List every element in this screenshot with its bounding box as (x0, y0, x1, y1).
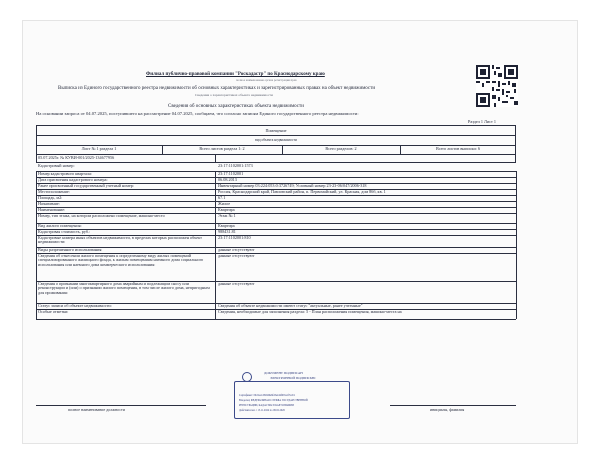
stamp-heading: ДОКУМЕНТ ПОДПИСАН (264, 371, 303, 375)
row-label: Вид жилого помещения: (38, 223, 82, 228)
cadastral-number-label: Кадастровый номер: (38, 164, 75, 168)
sheet-number: Лист № 1 раздела 1 (81, 147, 117, 151)
row-value: Россия, Краснодарский край, Павловский район, п. Первомайский, ул. Красная, дом 86б, кв. 1 (218, 189, 386, 194)
row-value: 988431.81 (218, 229, 236, 234)
row-label: Особые отметки: (38, 309, 69, 314)
row-label: Сведения об отнесении жилого помещения к определенному виду жилых помещений специализированного жилищного фонда, к жилым помещениям наемного дома социального использования или наемного дома коммерческого использования: (38, 253, 204, 268)
column-divider (516, 171, 517, 319)
extract-date-number: 05.07.2025г. № КУВИ-001/2025-134677956 (38, 156, 115, 160)
column-divider (215, 171, 216, 319)
row-value: данные отсутствуют (218, 247, 255, 252)
column-divider (36, 171, 37, 319)
stamp-certificate: Сертификат: 00c0ae1d3b9d6a6fd3e2d4f6b5e1f3a3c1 (239, 394, 296, 397)
row-value: Квартира (218, 223, 235, 228)
row-value: 23:17:1102001:810 (218, 235, 251, 240)
name-line (390, 405, 516, 406)
name-caption: инициалы, фамилия (430, 407, 465, 412)
extract-title: Выписка из Единого государственного реестра недвижимости об основных характеристиках и зарегистрированных правах на объект недвижимости (58, 86, 376, 91)
sheets-total: Всего листов выписки: 6 (435, 147, 481, 151)
row-value: Инвентарный номер 03:224:053:0:3726749; Условный номер 23-23-06/047/2006-318 (218, 183, 367, 188)
object-kind: Помещение (265, 129, 287, 133)
position-line (36, 405, 206, 406)
stamp-subheading: ЭЛЕКТРОННОЙ ПОДПИСЬЮ (270, 376, 316, 380)
row-value: Сведения об объекте недвижимости имеют статус "актуальные, ранее учтенные" (218, 303, 363, 308)
cadastral-number-value: 23:17:1102001:1573 (218, 164, 253, 168)
row-value: 06.08.2013 (218, 177, 237, 182)
section-title: Сведения об основных характеристиках объекта недвижимости (168, 104, 304, 109)
row-value: 23:17:1102001 (218, 171, 244, 176)
row-label: Номер кадастрового квартала: (38, 171, 92, 176)
stamp-validity: Действителен: с 15.11.2024 по 08.02.2026 (239, 409, 285, 412)
stamp-owner: Владелец: ФЕДЕРАЛЬНАЯ СЛУЖБА ГОСУДАРСТВЕННОЙ (239, 399, 308, 402)
row-label: Площадь, м2: (38, 195, 63, 200)
row-label: Виды разрешенного использования: (38, 247, 103, 252)
row-value: Этаж № 1 (218, 213, 236, 218)
org-title: Филиал публично-правовой компании "Роскадастр" по Краснодарскому краю (146, 72, 325, 77)
row-label: Ранее присвоенный государственный учетный номер: (38, 183, 135, 188)
row-label: Кадастровая стоимость, руб.: (38, 229, 91, 234)
row-label: Наименование: (38, 207, 66, 212)
row-label: Дата присвоения кадастрового номера: (38, 177, 108, 182)
row-value: Квартира (218, 207, 235, 212)
sections-total: Всего разделов: 2 (325, 147, 357, 151)
row-value: Сведения, необходимые для заполнения раздела: 5 - План расположения помещения, машино-места на (218, 309, 402, 314)
position-caption: полное наименование должности (68, 407, 125, 412)
row-label: Назначение: (38, 201, 60, 206)
object-kind-caption: вид объекта недвижимости (255, 138, 297, 142)
row-value: 67.1 (218, 195, 226, 200)
row-value: Жилое (218, 201, 231, 206)
qr-code (476, 65, 518, 107)
sheets-in-section: Всего листов раздела 1: 2 (199, 147, 245, 151)
row-label: Номер, тип этажа, на котором расположено помещение, машино-место (38, 213, 165, 218)
row-divider (36, 319, 516, 320)
row-label: Статус записи об объекте недвижимости: (38, 303, 112, 308)
row-value: данные отсутствуют (218, 253, 255, 258)
request-line: На основании запроса от 04.07.2025, поступившего на рассмотрение 04.07.2025, сообщаем, что согласно записям Единого государственного реестра недвижимости: (36, 111, 359, 116)
org-subtitle: полное наименование органа регистрации прав (236, 78, 297, 82)
extract-subtitle: Сведения о характеристиках объекта недвижимости (195, 93, 273, 97)
row-label: Местоположение: (38, 189, 70, 194)
row-value: данные отсутствуют (218, 281, 255, 286)
e-signature-stamp (234, 381, 350, 419)
stamp-owner-cont: РЕГИСТРАЦИИ, КАДАСТРА И КАРТОГРАФИИ (239, 404, 294, 407)
row-label: Сведения о признании многоквартирного дома аварийным и подлежащим сносу или реконструкции и (или) о признании жилого помещения, в том числе жилого дома, непригодным для проживания: (38, 281, 210, 296)
row-label: Кадастровые номера иных объектов недвижимости, в пределах которых расположен объект недвижимости: (38, 235, 202, 245)
section-sheet-label: Раздел 1 Лист 1 (468, 119, 496, 124)
